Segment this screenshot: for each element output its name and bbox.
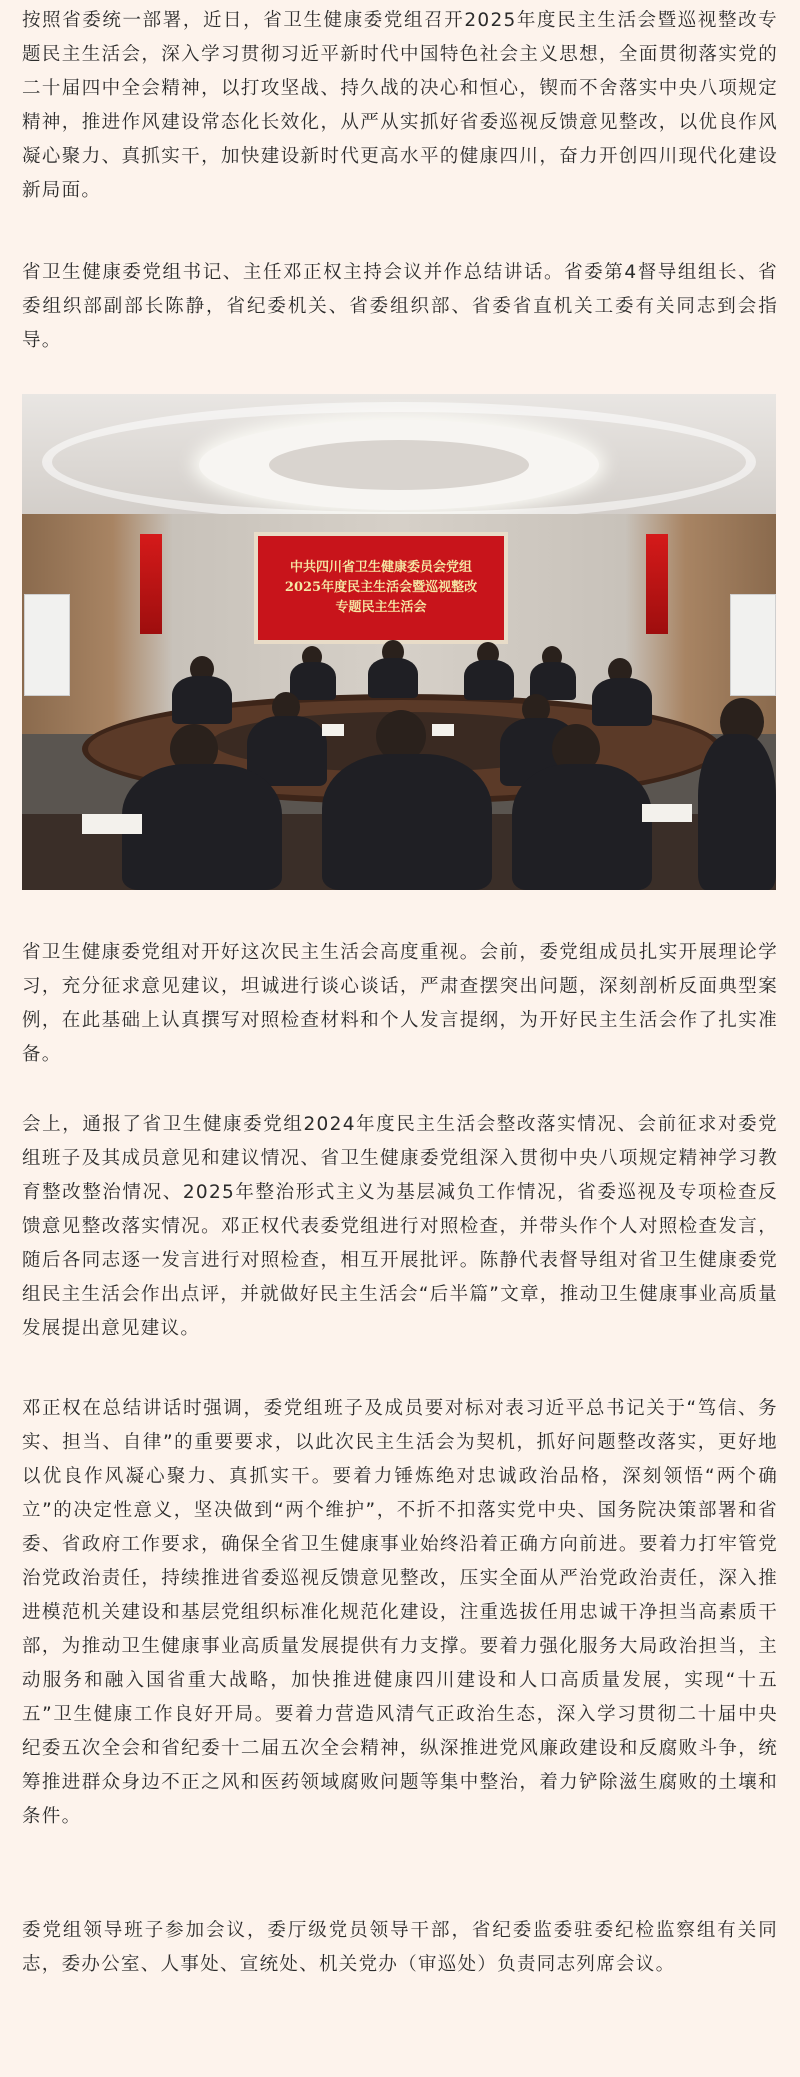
photo-air-conditioner: [730, 594, 776, 696]
article-paragraph: 省卫生健康委党组书记、主任邓正权主持会议并作总结讲话。省委第4督导组组长、省委组织部副部长陈静，省纪委机关、省委组织部、省委省直机关工委有关同志到会指导。: [22, 262, 778, 351]
photo-document: [642, 804, 692, 822]
photo-name-card: [432, 724, 454, 736]
photo-air-conditioner: [24, 594, 70, 696]
photo-person: [368, 658, 418, 698]
photo-red-flag: [646, 534, 668, 634]
photo-person: [464, 660, 514, 700]
photo-person: [122, 764, 282, 890]
photo-person: [698, 734, 776, 890]
article-paragraph: 委党组领导班子参加会议，委厅级党员领导干部，省纪委监委驻委纪检监察组有关同志，委办公室、人事处、宣统处、机关党办（审巡处）负责同志列席会议。: [22, 1920, 778, 1975]
photo-person: [322, 754, 492, 890]
article-paragraph: 按照省委统一部署，近日，省卫生健康委党组召开2025年度民主生活会暨巡视整改专题民主生活会，深入学习贯彻习近平新时代中国特色社会主义思想，全面贯彻落实党的二十届四中全会精神，以打攻坚战、持久战的决心和恒心，锲而不舍落实中央八项规定精神，推进作风建设常态化长效化，从严从实抓好省委巡视反馈意见整改，以优良作风凝心聚力、真抓实干，加快建设新时代更高水平的健康四川，奋力开创四川现代化建设新局面。: [22, 10, 778, 201]
meeting-photo: [22, 394, 776, 890]
photo-red-flag: [140, 534, 162, 634]
article-paragraph: 邓正权在总结讲话时强调，委党组班子及成员要对标对表习近平总书记关于“笃信、务实、担当、自律”的重要要求，以此次民主生活会为契机，抓好问题整改落实，更好地以优良作风凝心聚力、真抓实干。要着力锤炼绝对忠诚政治品格，深刻领悟“两个确立”的决定性意义，坚决做到“两个维护”，不折不扣落实党中央、国务院决策部署和省委、省政府工作要求，确保全省卫生健康事业始终沿着正确方向前进。要着力打牢管党治党政治责任，持续推进省委巡视反馈意见整改，压实全面从严治党政治责任，深入推进模范机关建设和基层党组织标准化规范化建设，注重选拔任用忠诚干净担当高素质干部，为推动卫生健康事业高质量发展提供有力支撑。要着力强化服务大局政治担当，主动服务和融入国省重大战略，加快推进健康四川建设和人口高质量发展，实现“十五五”卫生健康工作良好开局。要着力营造风清气正政治生态，深入学习贯彻二十届中央纪委五次全会和省纪委十二届五次全会精神，纵深推进党风廉政建设和反腐败斗争，统筹推进群众身边不正之风和医药领域腐败问题等集中整治，着力铲除滋生腐败的土壤和条件。: [22, 1398, 778, 1827]
photo-document: [82, 814, 142, 834]
photo-person: [512, 764, 652, 890]
banner-line: 中共四川省卫生健康委员会党组: [289, 560, 472, 575]
photo-name-card: [322, 724, 344, 736]
photo-person: [290, 662, 336, 700]
photo-ceiling-light: [269, 440, 529, 490]
banner-line: 专题民主生活会: [335, 600, 427, 615]
article-paragraph: 省卫生健康委党组对开好这次民主生活会高度重视。会前，委党组成员扎实开展理论学习，充分征求意见建议，坦诚进行谈心谈话，严肃查摆突出问题，深刻剖析反面典型案例，在此基础上认真撰写对照检查材料和个人发言提纲，为开好民主生活会作了扎实准备。: [22, 942, 778, 1065]
meeting-banner: [254, 532, 508, 644]
photo-person: [172, 676, 232, 724]
article-paragraph: 会上，通报了省卫生健康委党组2024年度民主生活会整改落实情况、会前征求对委党组班子及其成员意见和建议情况、省卫生健康委党组深入贯彻中央八项规定精神学习教育整改整治情况、2025年整治形式主义为基层减负工作情况，省委巡视及专项检查反馈意见整改落实情况。邓正权代表委党组进行对照检查，并带头作个人对照检查发言，随后各同志逐一发言进行对照检查，相互开展批评。陈静代表督导组对省卫生健康委党组民主生活会作出点评，并就做好民主生活会“后半篇”文章，推动卫生健康事业高质量发展提出意见建议。: [22, 1114, 778, 1339]
banner-line: 2025年度民主生活会暨巡视整改: [284, 580, 478, 595]
photo-person: [592, 678, 652, 726]
